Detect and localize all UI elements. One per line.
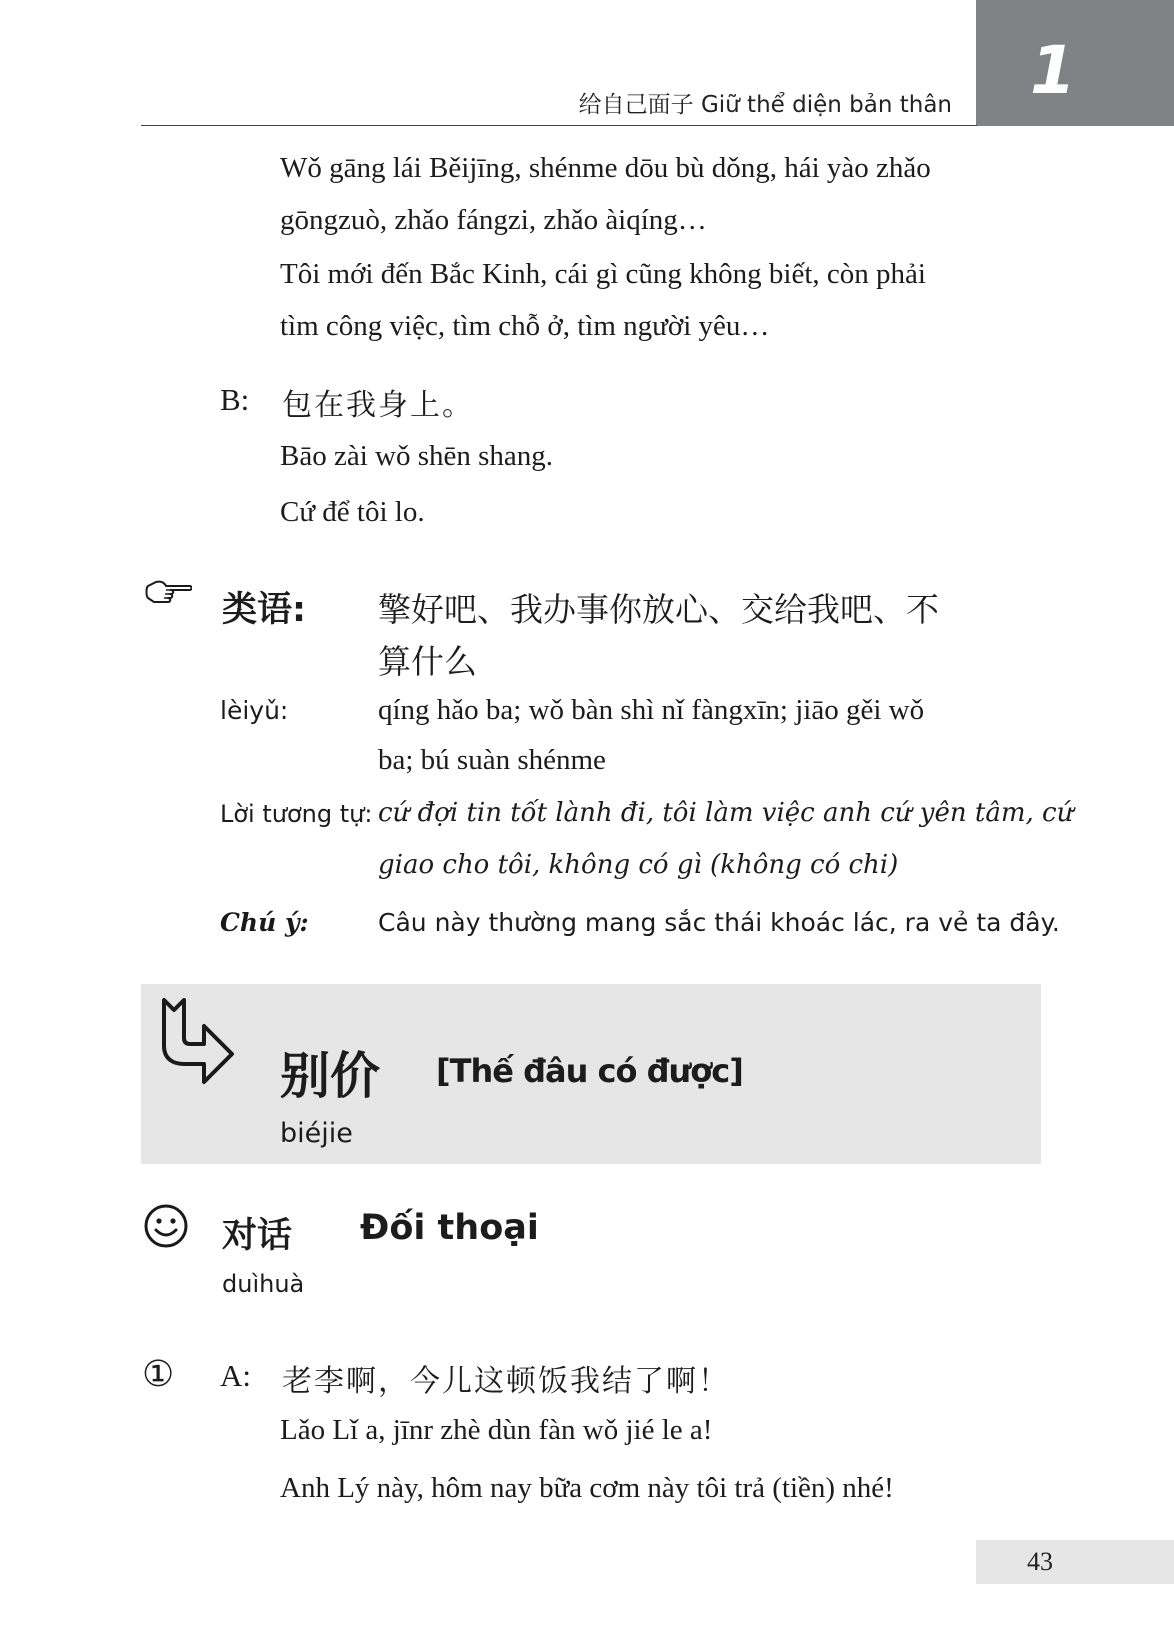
speaker-b: B:	[220, 382, 250, 417]
pinyin-line-1: Wǒ gāng lái Běijīng, shénme dōu bù dǒng, hái yào zhǎo	[280, 152, 931, 184]
entry-meaning: [Thế đâu có được]	[436, 1052, 743, 1090]
vietnamese-line-1: Tôi mới đến Bắc Kinh, cái gì cũng không biết, còn phải	[280, 258, 926, 290]
note-label: Chú ý:	[220, 908, 309, 937]
similar-label: 类语:	[222, 590, 306, 630]
pointing-hand-icon	[144, 578, 192, 606]
pinyin-label: lèiyǔ:	[220, 696, 289, 725]
speaker-a: A:	[220, 1358, 251, 1393]
line-1-chinese: 老李啊，今儿这顿饭我结了啊！	[282, 1364, 730, 1399]
running-header-title: 给自己面子 Giữ thể diện bản thân	[578, 92, 952, 118]
line-b-chinese: 包在我身上。	[282, 388, 474, 423]
vietnamese-line-2: tìm công việc, tìm chỗ ở, tìm người yêu…	[280, 310, 770, 342]
line-number-1: ①	[142, 1354, 175, 1395]
line-b-vietnamese: Cứ để tôi lo.	[280, 496, 425, 528]
dialogue-pinyin: duìhuà	[222, 1270, 305, 1298]
line-b-pinyin: Bāo zài wǒ shēn shang.	[280, 440, 554, 472]
similar-vietnamese-line-1: cứ đợi tin tốt lành đi, tôi làm việc anh cứ yên tâm, cứ	[378, 798, 1074, 828]
vietnamese-label: Lời tương tự:	[220, 800, 373, 828]
pinyin-line-2: gōngzuò, zhǎo fángzi, zhǎo àiqíng…	[280, 204, 707, 236]
similar-pinyin-line-2: ba; bú suàn shénme	[378, 744, 606, 776]
line-1-vietnamese: Anh Lý này, hôm nay bữa cơm này tôi trả (tiền) nhé!	[280, 1472, 894, 1504]
entry-pinyin: biéjie	[280, 1118, 353, 1149]
similar-vietnamese-line-2: giao cho tôi, không có gì (không có chi)	[378, 850, 899, 880]
page-number: 43	[1027, 1547, 1053, 1576]
similar-chinese-line-1: 擎好吧、我办事你放心、交给我吧、不	[378, 590, 939, 629]
similar-chinese-line-2: 算什么	[378, 642, 477, 681]
line-1-pinyin: Lǎo Lǐ a, jīnr zhè dùn fàn wǒ jié le a!	[280, 1414, 713, 1446]
smiley-icon	[143, 1203, 189, 1249]
similar-pinyin-line-1: qíng hǎo ba; wǒ bàn shì nǐ fàngxīn; jiāo gěi wǒ	[378, 694, 925, 726]
arrow-icon	[156, 996, 240, 1096]
header-rule	[141, 125, 977, 126]
chapter-number: 1	[1030, 32, 1076, 109]
entry-chinese: 别价	[280, 1047, 380, 1105]
dialogue-vietnamese: Đối thoại	[360, 1208, 539, 1248]
note-text: Câu này thường mang sắc thái khoác lác, ra vẻ ta đây.	[378, 908, 1060, 937]
dialogue-chinese: 对话	[222, 1216, 293, 1256]
